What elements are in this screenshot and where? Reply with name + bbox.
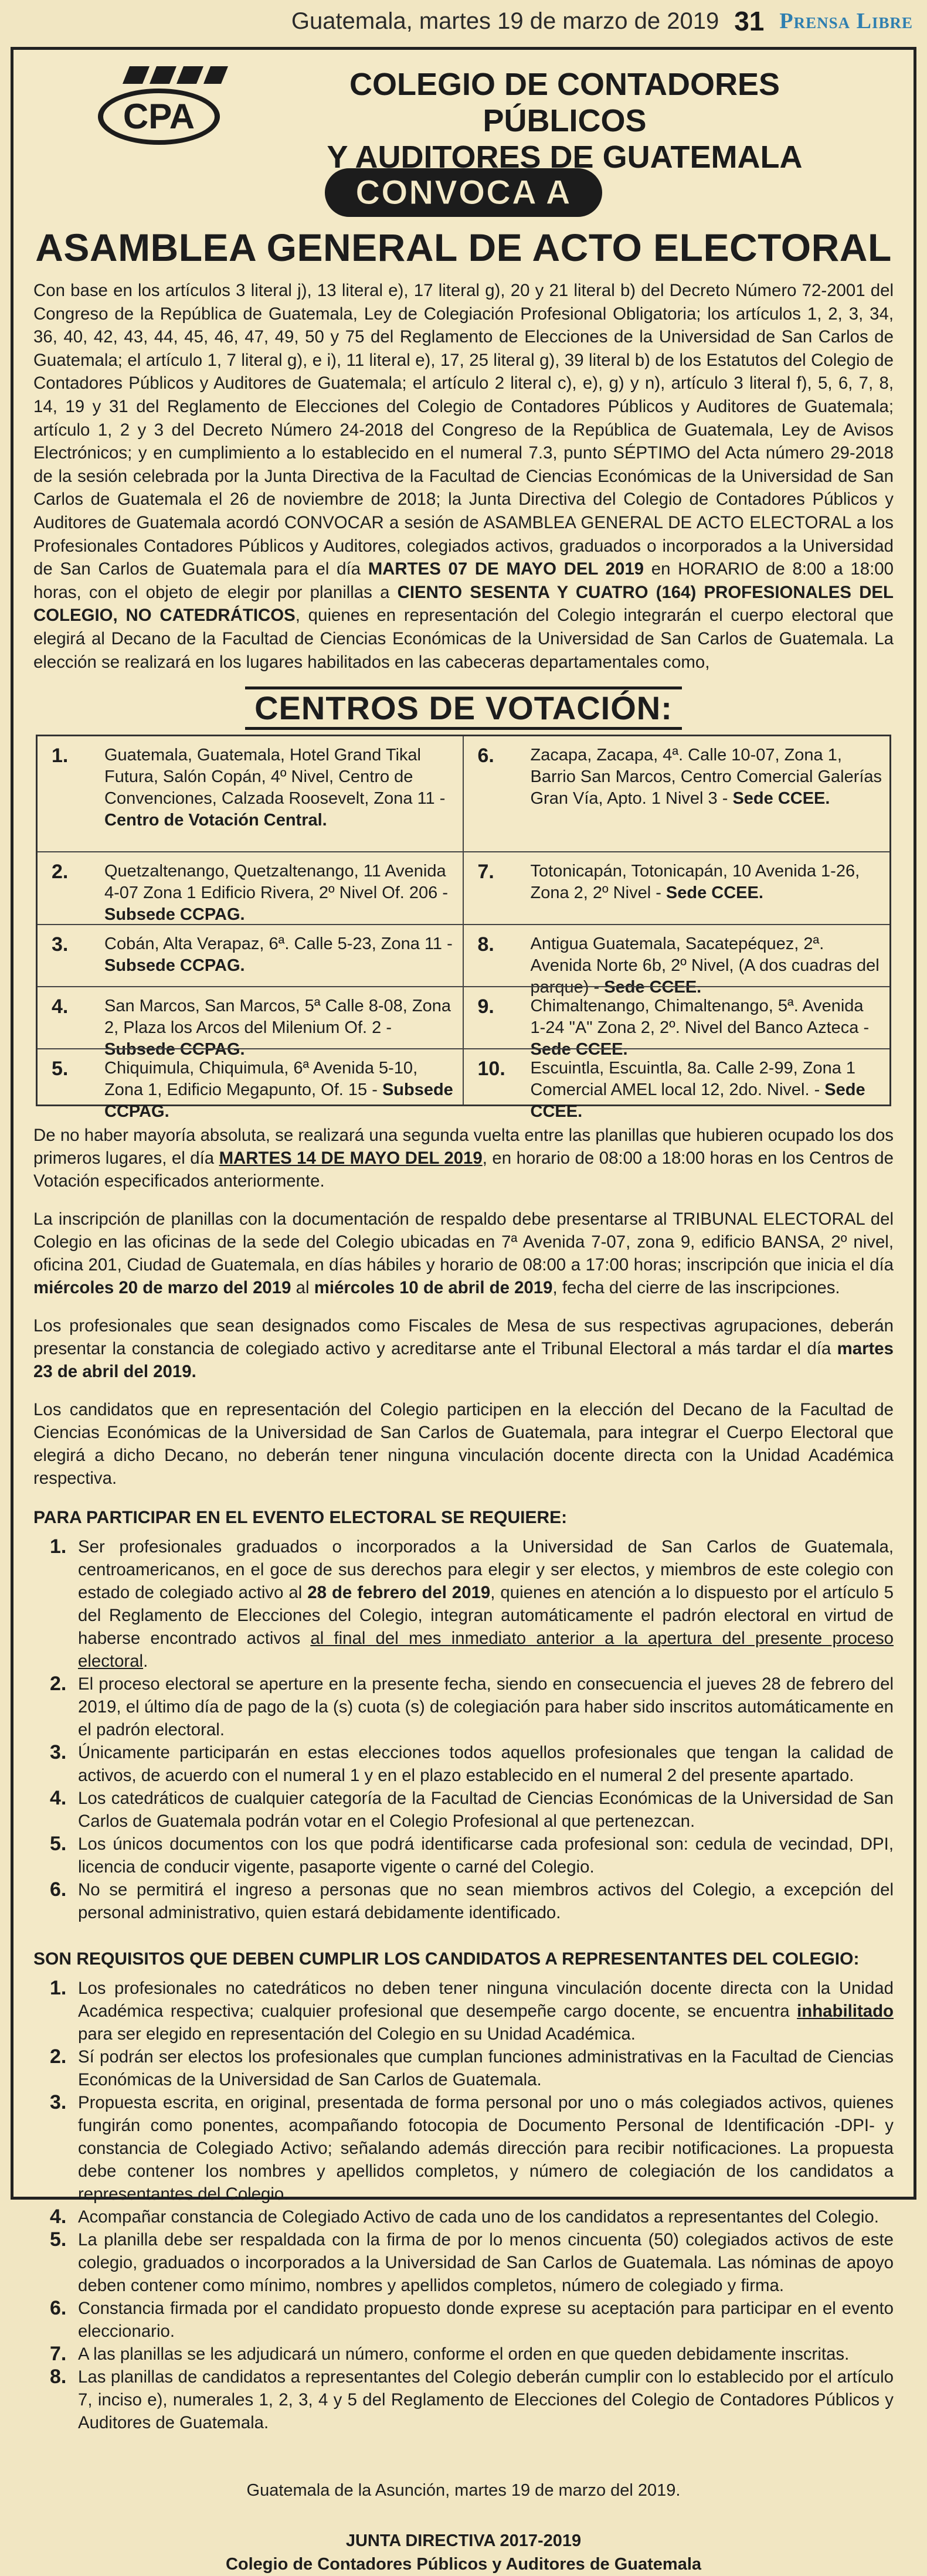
candidate-requirement-emphasis: inhabilitado [797,2001,894,2021]
registration-text: La inscripción de planillas con la documentación de respaldo debe presentarse al TRIBUNAL ELECTORAL del Colegio en las oficinas de la sede del Colegio ubicadas en 7ª Avenida 7-07, zona 9, edificio BANSA, 2º nivel, oficina 201, Ciudad de Guatemala, en días hábiles y horario de 08:00 a 17:00 horas; inscripción que inicia el día [33,1209,894,1275]
voting-center-address [104,995,456,1059]
voting-center-location: Guatemala, Guatemala, Hotel Grand Tikal Futura, Salón Copán, 4º Nivel, Centro de Convenciones, Calzada Roosevelt, Zona 11 - [104,746,446,808]
intro-paragraph [33,279,894,674]
voting-center-address [530,1058,883,1122]
voting-center-seat: Subsede CCPAG. [104,1040,245,1059]
second-round-text-end: , en horario de 08:00 a 18:00 horas en los Centros de Votación especificados anteriormente. [33,1148,894,1191]
candidate-requirement-number: 2. [50,2045,67,2068]
voting-center [38,986,464,1059]
voting-center-location: San Marcos, San Marcos, 5ª Calle 8-08, Zona 2, Plaza los Arcos del Milenium Of. 2 - [104,997,451,1038]
candidate-requirement-item [50,2343,894,2366]
candidate-requirement-body [78,2366,894,2434]
requirement-body [78,1833,894,1878]
requirement-body [78,1787,894,1833]
voting-center-address [531,745,883,843]
voting-center [38,1048,464,1122]
requirement-item [50,1833,894,1878]
announcement-header [13,50,914,175]
voting-center-location: Chimaltenango, Chimaltenango, 5ª. Avenida 1-24 "A" Zona 2, 2º. Nivel del Banco Azteca - [530,997,870,1038]
voting-center-address [104,1058,456,1122]
fiscales-date: martes 23 de abril del 2019. [33,1339,894,1382]
voting-center-location: Antigua Guatemala, Sacatepéquez, 2ª. Avenida Norte 6b, 2º Nivel, (A dos cuadras del parque) - [530,934,880,997]
college-name-signature: Colegio de Contadores Públicos y Auditores de Guatemala [225,2555,702,2574]
candidate-requirements-title: SON REQUISITOS QUE DEBEN CUMPLIR LOS CANDIDATOS A REPRESENTANTES DEL COLEGIO: [33,1949,860,1969]
candidate-requirement-number: 5. [50,2228,67,2251]
voting-center-address [530,995,883,1059]
requirement-body [78,1741,894,1787]
candidate-requirement-text: A las planillas se les adjudicará un número, conforme el orden en que queden debidamente inscritas. [78,2344,850,2364]
candidate-requirement-text: Propuesta escrita, en original, presentada de forma personal por uno o más colegiados activos, quienes fungirán como ponentes, acompañando fotocopia de Documento Personal de Identificación -DPI- y constancia de Colegiado Activo; señalando además dirección para recibir notificaciones. La propuesta debe contener los nombres y apellidos completos, y número de colegiación de los candidatos a representantes del Colegio. [78,2093,894,2204]
candidate-requirement-item [50,2205,894,2228]
voting-center-number: 5. [52,1058,69,1080]
candidate-requirement-text: La planilla debe ser respaldada con la firma de por lo menos cincuenta (50) colegiados activos de este colegio, graduados o incorporados a la Universidad de San Carlos de Guatemala. Las nóminas de apoyo deben contener como mínimo, nombres y apellidos completos, número de colegiado y firma. [78,2230,894,2296]
voting-center [38,736,464,851]
voting-center-seat: Sede CCEE. [665,883,763,903]
registration-text-end: , fecha del cierre de las inscripciones. [552,1278,840,1298]
voting-center-number: 10. [477,1058,505,1080]
candidate-requirement-text: Las planillas de candidatos a representantes del Colegio deberán cumplir con lo establecido por el artículo 7, inciso e), numerales 1, 2, 3, 4 y 5 del Reglamento de Elecciones del Colegio de Contadores Públicos y Auditores de Guatemala. [78,2367,894,2433]
voting-center-location: Zacapa, Zacapa, 4ª. Calle 10-07, Zona 1, Barrio San Marcos, Centro Comercial Galerías Gran Vía, Apto. 1 Nivel 3 - [530,746,882,808]
voting-center [464,1048,890,1122]
candidate-requirements-list [50,1977,894,2434]
requirement-date: 28 de febrero del 2019 [307,1583,491,1603]
requirement-number: 6. [50,1878,67,1901]
requirement-item [50,1535,894,1673]
requirement-text-end: . [143,1651,148,1671]
candidate-requirement-text-end: para ser elegido en representación del Colegio en su Unidad Académica. [78,2024,636,2044]
requirement-number: 1. [50,1535,67,1558]
voting-center [38,851,464,924]
requirement-text: Únicamente participarán en estas elecciones todos aquellos profesionales que tengan la calidad de activos, de acuerdo con el numeral 1 y en el plazo establecido en el numeral 2 del presente apartado. [78,1743,894,1786]
masthead-page-number: 31 [734,6,765,36]
voting-center-location: Totonicapán, Totonicapán, 10 Avenida 1-26, Zona 2, 2º Nivel - [530,862,860,903]
intro-text-end: , quienes en representación del Colegio integrarán el cuerpo electoral que elegirá al Decano de la Facultad de Ciencias Económicas de la Universidad de San Carlos de Guatemala. La elección se realizará en los lugares habilitados en las cabeceras departamentales como, [33,606,894,672]
assembly-title: ASAMBLEA GENERAL DE ACTO ELECTORAL [35,226,892,269]
requirements-list [50,1535,894,1924]
requirement-item [50,1673,894,1741]
voting-center-number: 6. [477,745,494,767]
requirement-body [78,1878,894,1924]
voting-centers-table [36,735,891,1122]
candidate-requirement-body [78,2091,894,2205]
cpa-logo [96,63,230,151]
voting-center-location: Chiquimula, Chiquimula, 6ª Avenida 5-10, Zona 1, Edificio Megapunto, Of. 15 - [104,1059,418,1100]
organization-name [266,66,864,175]
second-round-date: MARTES 14 DE MAYO DEL 2019 [219,1148,483,1168]
candidate-requirement-text: Constancia firmada por el candidato propuesto donde exprese su aceptación para participar en el evento eleccionario. [78,2299,894,2341]
candidates-paragraph: Los candidatos que en representación del Colegio participen en la elección del Decano de la Facultad de Ciencias Económicas de la Universidad de San Carlos de Guatemala, para integrar el Cuerpo Electoral que elegirá a dicho Decano, no deberán tener ninguna vinculación docente directa con la Unidad Académica respectiva. [33,1400,894,1488]
voting-center-number: 2. [52,861,69,883]
requirement-number: 2. [50,1673,67,1695]
fiscales-paragraph [33,1314,894,1383]
voting-center [464,924,890,997]
second-round-text: De no haber mayoría absoluta, se realizará una segunda vuelta entre las planillas que hubieren ocupado los dos primeros lugares, el día [33,1126,894,1168]
voting-center-location: Quetzaltenango, Quetzaltenango, 11 Avenida 4-07 Zona 1 Edificio Rivera, 2º Nivel Of. 206 - [104,862,449,903]
registration-end-date: miércoles 10 de abril de 2019 [314,1278,553,1298]
voting-center-address [104,745,456,843]
candidate-requirement-item [50,2228,894,2297]
convoca-banner [13,168,914,217]
voting-center-seat: Sede CCEE. [604,978,702,997]
voting-center-number: 9. [477,995,494,1018]
requirement-number: 4. [50,1787,67,1810]
voting-center-address [104,933,456,978]
voting-center-seat: Subsede CCPAG. [104,956,245,976]
candidate-requirement-number: 4. [50,2205,67,2228]
candidate-requirement-body [78,2045,894,2091]
requirement-text-cont: , quienes en atención a lo dispuesto por el artículo 5 del Reglamento de Elecciones del Colegio, integran automáticamente el padrón electoral en virtud de haberse encontrado activos [78,1583,894,1649]
second-round-paragraph [33,1124,894,1192]
voting-center-number: 7. [477,861,494,883]
intro-text-mid: en HORARIO de 8:00 a 18:00 horas, con el objeto de elegir por planillas a [33,559,894,602]
voting-center-seat: Centro de Votación Central. [104,811,327,830]
candidate-requirement-text: Sí podrán ser electos los profesionales que cumplan funciones administrativas en la Facultad de Ciencias Económicas de la Universidad de San Carlos de Guatemala. [78,2047,894,2090]
candidate-requirement-body [78,2297,894,2343]
voting-center [464,736,890,851]
candidate-requirement-body [78,1977,894,2045]
organization-name-line1: COLEGIO DE CONTADORES PÚBLICOS [349,67,780,138]
requirement-text: No se permitirá el ingreso a personas que no sean miembros activos del Colegio, a excepción del personal administrativo, quien estará debidamente identificado. [78,1880,894,1923]
candidate-requirement-text: Los profesionales no catedráticos no deben tener ninguna vinculación docente directa con la Unidad Académica respectiva; cualquier profesional que desempeñe cargo docente, se encuentra [78,1979,894,2021]
candidate-requirement-item [50,2045,894,2091]
requirement-number: 3. [50,1741,67,1764]
candidate-requirement-body [78,2343,894,2366]
fiscales-text: Los profesionales que sean designados como Fiscales de Mesa de sus respectivas agrupaciones, deberán presentar la constancia de colegiado activo y acreditarse ante el Tribunal Electoral a más tardar el día [33,1316,894,1359]
masthead [0,0,927,42]
voting-center-seat: Sede CCEE. [530,1040,628,1059]
voting-center-location: Cobán, Alta Verapaz, 6ª. Calle 5-23, Zona 11 - [104,934,453,954]
requirement-body [78,1535,894,1673]
voting-center-number: 8. [477,933,494,956]
voting-center-number: 3. [52,933,69,956]
voting-center-seat: Subsede CCPAG. [104,905,245,925]
voting-center-seat: Subsede CCPAG. [104,1080,453,1122]
candidate-requirement-item [50,2297,894,2343]
registration-text-mid: al [291,1278,314,1298]
requirement-body [78,1673,894,1741]
requirement-text: El proceso electoral se aperture en la presente fecha, siendo en consecuencia el jueves 28 de febrero del 2019, el último día de pago de la (s) cuota (s) de colegiación para haber sido inscritos automáticamente en el padrón electoral. [78,1674,894,1740]
requirement-number: 5. [50,1833,67,1855]
voting-center-address [104,861,456,925]
registration-paragraph [33,1208,894,1299]
candidate-requirement-text: Acompañar constancia de Colegiado Activo de cada uno de los candidatos a representantes del Colegio. [78,2207,879,2227]
requirements-title: PARA PARTICIPAR EN EL EVENTO ELECTORAL SE REQUIERE: [33,1508,568,1528]
intro-date: MARTES 07 DE MAYO DEL 2019 [368,559,644,579]
candidate-requirement-item [50,2091,894,2205]
candidate-requirement-number: 7. [50,2343,67,2366]
masthead-paper-name: Prensa Libre [779,9,913,33]
voting-center-seat: Sede CCEE. [732,789,830,808]
logo-text: CPA [123,97,195,136]
candidate-requirement-body [78,2205,894,2228]
convoca-label: CONVOCA A [325,168,602,217]
voting-center-number: 1. [52,745,69,767]
voting-center [464,851,890,924]
voting-center [38,924,464,986]
place-and-date: Guatemala de la Asunción, martes 19 de marzo del 2019. [246,2481,681,2500]
voting-center [464,986,890,1059]
organization-name-line2: Y AUDITORES DE GUATEMALA [327,140,803,175]
candidate-requirement-number: 6. [50,2297,67,2320]
candidate-requirement-item [50,2366,894,2434]
intro-professionals: CIENTO SESENTA Y CUATRO (164) PROFESIONALES DEL COLEGIO, NO CATEDRÁTICOS [33,582,894,626]
candidate-requirement-number: 3. [50,2091,67,2114]
requirement-item [50,1787,894,1833]
voting-center-address [531,861,883,916]
requirement-item [50,1878,894,1924]
candidate-requirement-body [78,2228,894,2297]
voting-center-number: 4. [52,995,69,1018]
requirement-item [50,1741,894,1787]
candidate-requirement-number: 8. [50,2366,67,2388]
voting-centers-label: CENTROS DE VOTACIÓN: [245,687,682,730]
registration-start-date: miércoles 20 de marzo del 2019 [33,1278,291,1298]
candidate-requirement-item [50,1977,894,2045]
voting-centers-title [13,687,914,730]
intro-text: Con base en los artículos 3 literal j), 13 literal e), 17 literal g), 20 y 21 literal b) del Decreto Número 72-2001 del Congreso de la República de Guatemala, Ley de Colegiación Profesional Obligatoria; los artículos 1, 2, 3, 34, 36, 40, 42, 43, 44, 45, 46, 47, 49, 50 y 75 del Reglamento de Elecciones de la Universidad de San Carlos de Guatemala; el artículo 1, 7 literal g), e i), 11 literal e), 17, 25 literal g), 39 literal b) de los Estatutos del Colegio de Contadores Públicos y Auditores de Guatemala; el artículo 2 literal c), e), g) y n), artículo 3 literal f), 5, 6, 7, 8, 14, 19 y 31 del Reglamento de Elecciones del Colegio de Contadores Públicos y Auditores de Guatemala; artículo 1, 2 y 3 del Decreto Número 24-2018 del Congreso de la República de Guatemala, Ley de Avisos Electrónicos; y en cumplimiento a lo establecido en el numeral 7.3, punto SÉPTIMO del Acta número 29-2018 de la sesión celebrada por la Junta Directiva de la Facultad de Ciencias Económicas de la Universidad de San Carlos de Guatemala el 26 de noviembre de 2018; la Junta Directiva del Colegio de Contadores Públicos y Auditores de Guatemala acordó CONVOCAR a sesión de ASAMBLEA GENERAL DE ACTO ELECTORAL a los Profesionales Contadores Públicos y Auditores, colegiados activos, graduados o incorporados a la Universidad de San Carlos de Guatemala para el día [33,281,894,579]
requirement-text: Los catedráticos de cualquier categoría de la Facultad de Ciencias Económicas de la Universidad de San Carlos de Guatemala podrán votar en el Colegio Profesional al que pertenezcan. [78,1789,894,1831]
requirement-underlined: al final del mes inmediato anterior a la apertura del presente proceso electoral [78,1629,894,1671]
requirement-text: Ser profesionales graduados o incorporados a la Universidad de San Carlos de Guatemala, centroamericanos, en el goce de sus derechos para elegir y ser electos, y miembros de este colegio con estado de colegiado activo al [78,1537,894,1603]
announcement-box [11,47,916,2574]
masthead-date: Guatemala, martes 19 de marzo de 2019 [291,8,719,34]
voting-center-location: Escuintla, Escuintla, 8a. Calle 2-99, Zona 1 Comercial AMEL local 12, 2do. Nivel. - [530,1059,856,1100]
requirement-text: Los únicos documentos con los que podrá identificarse cada profesional son: cedula de vecindad, DPI, licencia de conducir vigente, pasaporte vigente o carné del Colegio. [78,1834,894,1877]
candidate-requirement-number: 1. [50,1977,67,2000]
voting-center-seat: Sede CCEE. [530,1080,865,1122]
voting-center-address [530,933,883,997]
board-name: JUNTA DIRECTIVA 2017-2019 [345,2531,582,2551]
